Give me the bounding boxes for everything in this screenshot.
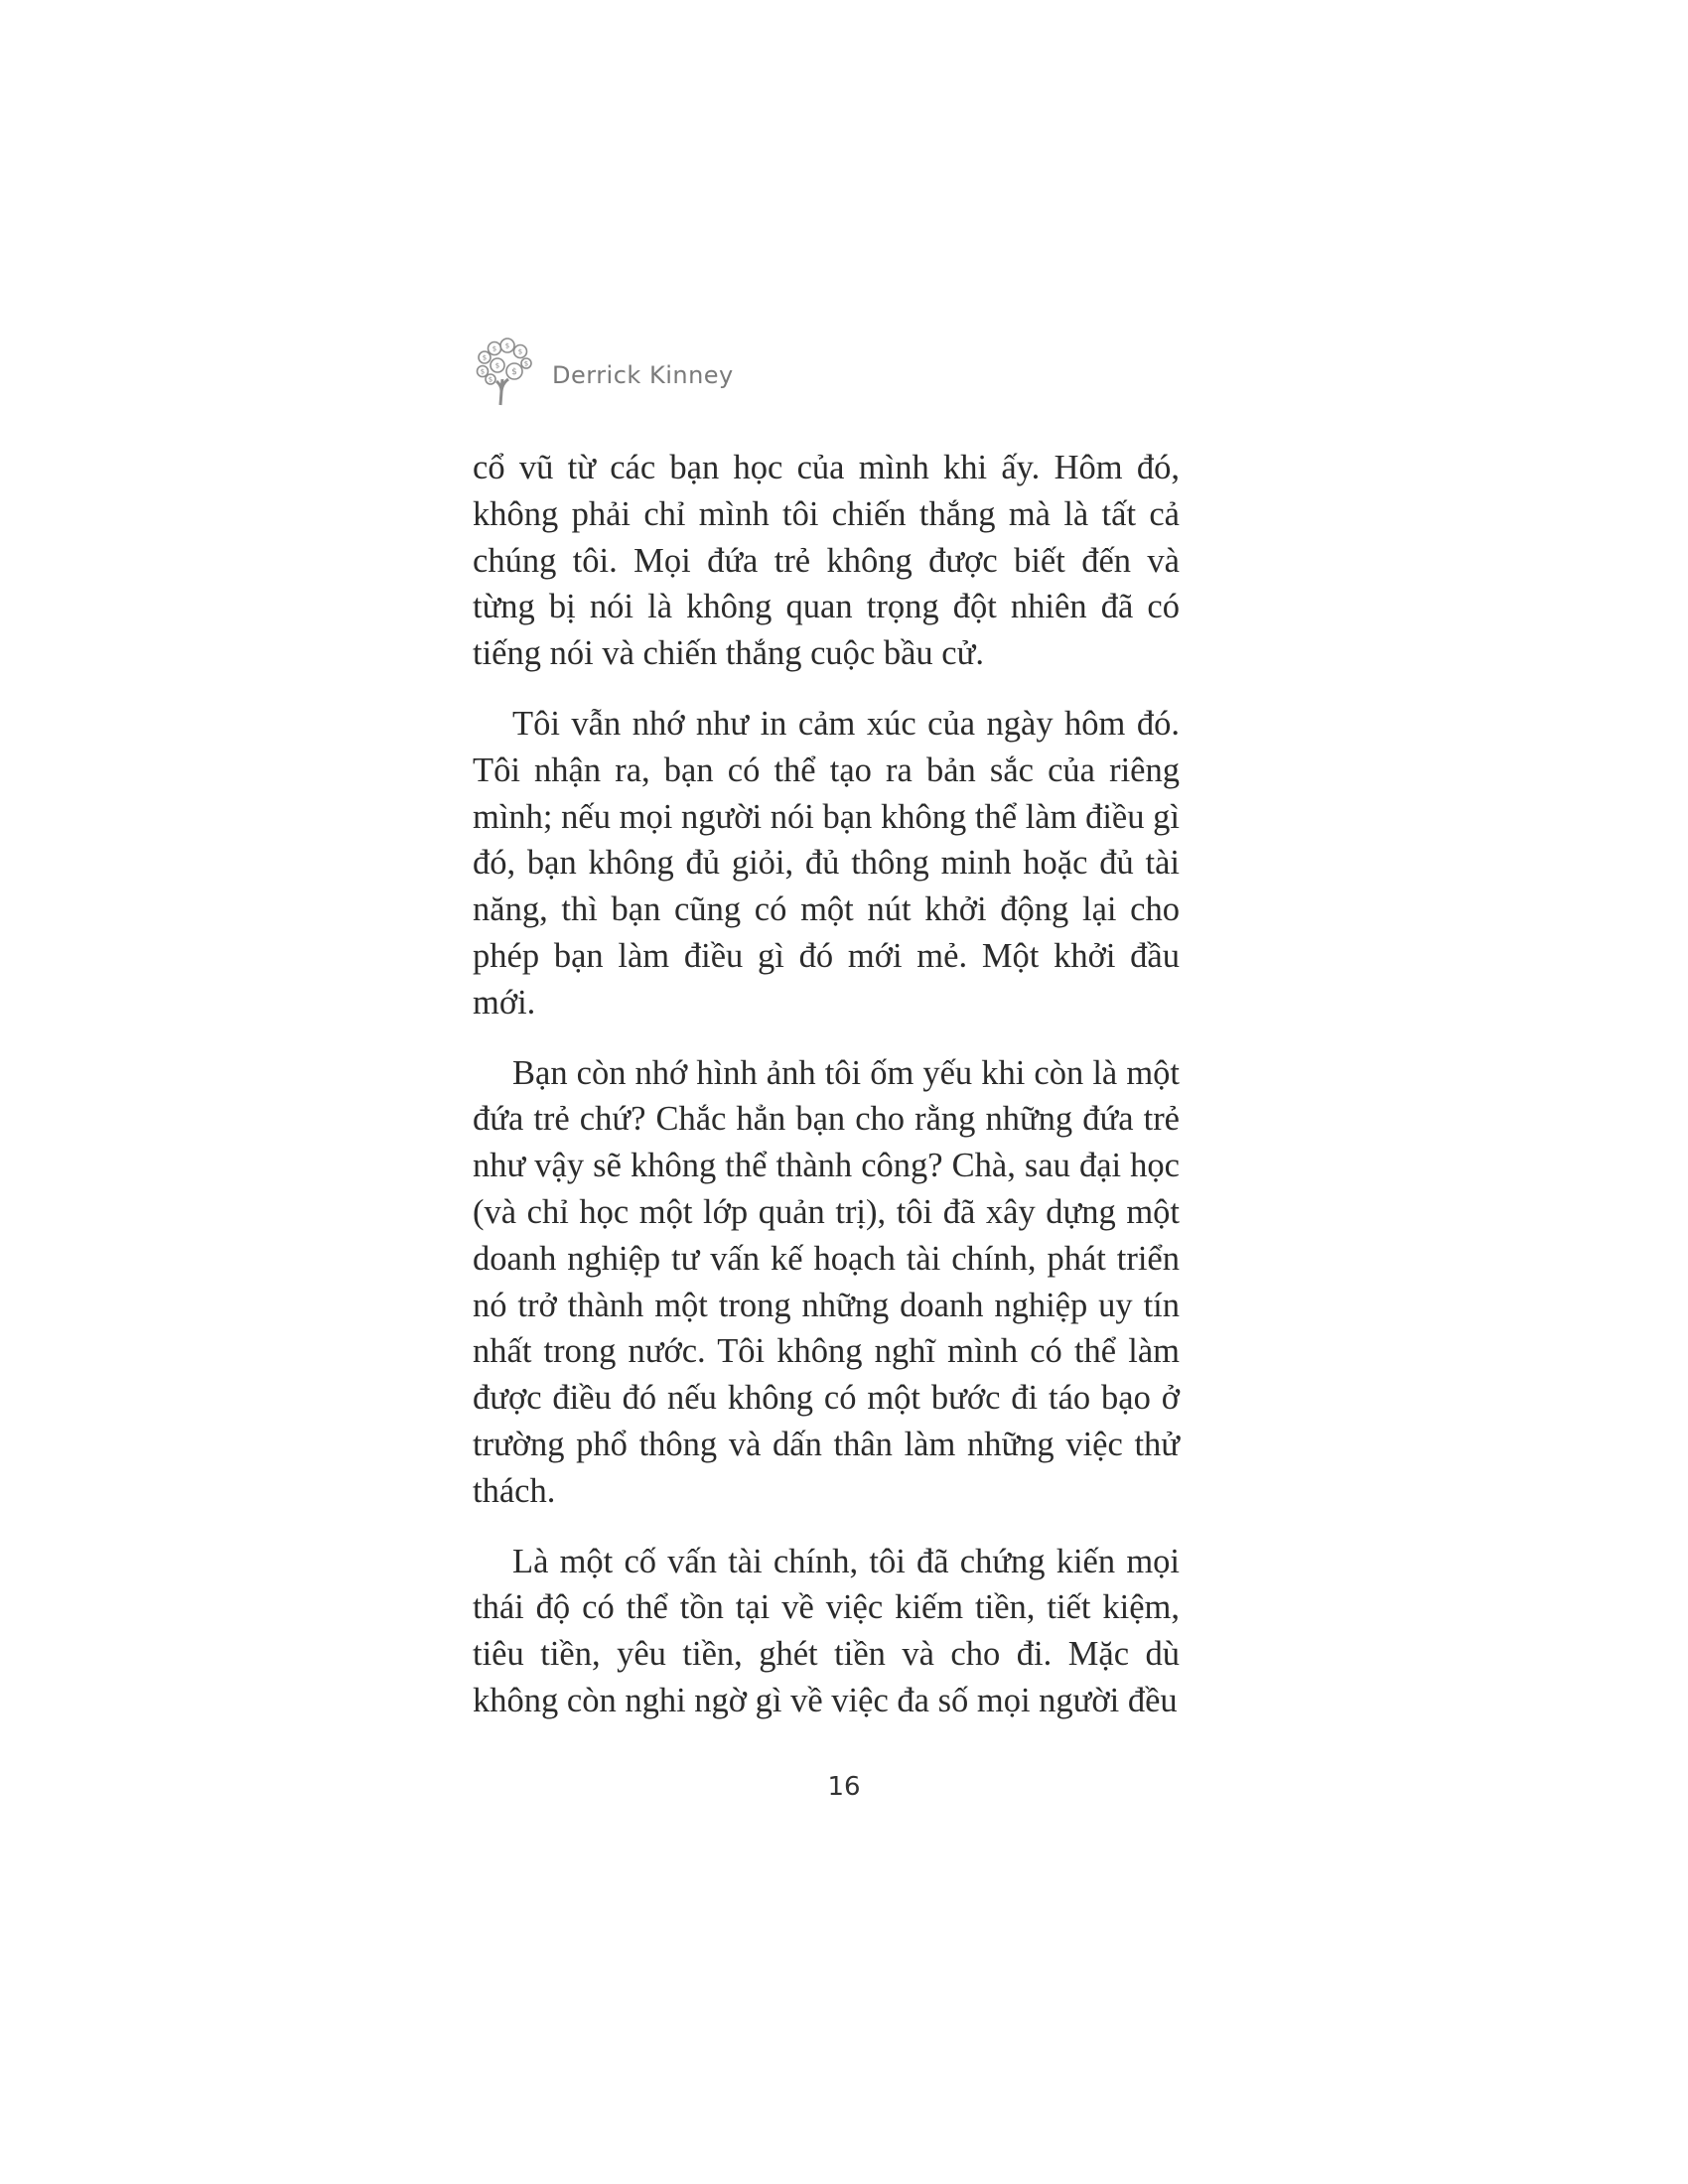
paragraph: Là một cố vấn tài chính, tôi đã chứng kiến mọi thái độ có thể tồn tại về việc kiếm tiền, tiết kiệm, tiêu tiền, yêu tiền, ghét tiền và cho đi. Mặc dù không còn nghi ngờ gì về việc đa số mọi người đều <box>473 1542 1180 1719</box>
body-text <box>473 445 1180 1748</box>
running-head <box>471 336 734 407</box>
svg-text:$: $ <box>511 367 517 377</box>
money-tree-icon <box>471 336 542 407</box>
svg-text:$: $ <box>523 359 529 368</box>
paragraph: Bạn còn nhớ hình ảnh tôi ốm yếu khi còn là một đứa trẻ chứ? Chắc hẳn bạn cho rằng những đứa trẻ như vậy sẽ không thể thành công? Chà, sau đại học (và chỉ học một lớp quản trị), tôi đã xây dựng một doanh nghiệp tư vấn kế hoạch tài chính, phát triển nó trở thành một trong những doanh nghiệp uy tín nhất trong nước. Tôi không nghĩ mình có thể làm được điều đó nếu không có một bước đi táo bạo ở trường phổ thông và dấn thân làm những việc thử thách. <box>473 1053 1180 1510</box>
paragraph: Tôi vẫn nhớ như in cảm xúc của ngày hôm đó. Tôi nhận ra, bạn có thể tạo ra bản sắc của riêng mình; nếu mọi người nói bạn không thể làm điều gì đó, bạn không đủ giỏi, đủ thông minh hoặc đủ tài năng, thì bạn cũng có một nút khởi động lại cho phép bạn làm điều gì đó mới mẻ. Một khởi đầu mới. <box>473 704 1180 1022</box>
paragraph: cổ vũ từ các bạn học của mình khi ấy. Hôm đó, không phải chỉ mình tôi chiến thắng mà là tất cả chúng tôi. Mọi đứa trẻ không được biết đến và từng bị nói là không quan trọng đột nhiên đã có tiếng nói và chiến thắng cuộc bầu cử. <box>473 449 1180 673</box>
svg-text:$: $ <box>504 341 510 350</box>
svg-text:$: $ <box>482 353 488 362</box>
author-name: Derrick Kinney <box>552 361 734 389</box>
svg-text:$: $ <box>480 367 486 376</box>
svg-text:$: $ <box>494 361 500 370</box>
page-number: 16 <box>827 1772 861 1802</box>
svg-text:$: $ <box>488 375 493 384</box>
svg-text:$: $ <box>517 347 523 356</box>
svg-text:$: $ <box>492 344 497 353</box>
